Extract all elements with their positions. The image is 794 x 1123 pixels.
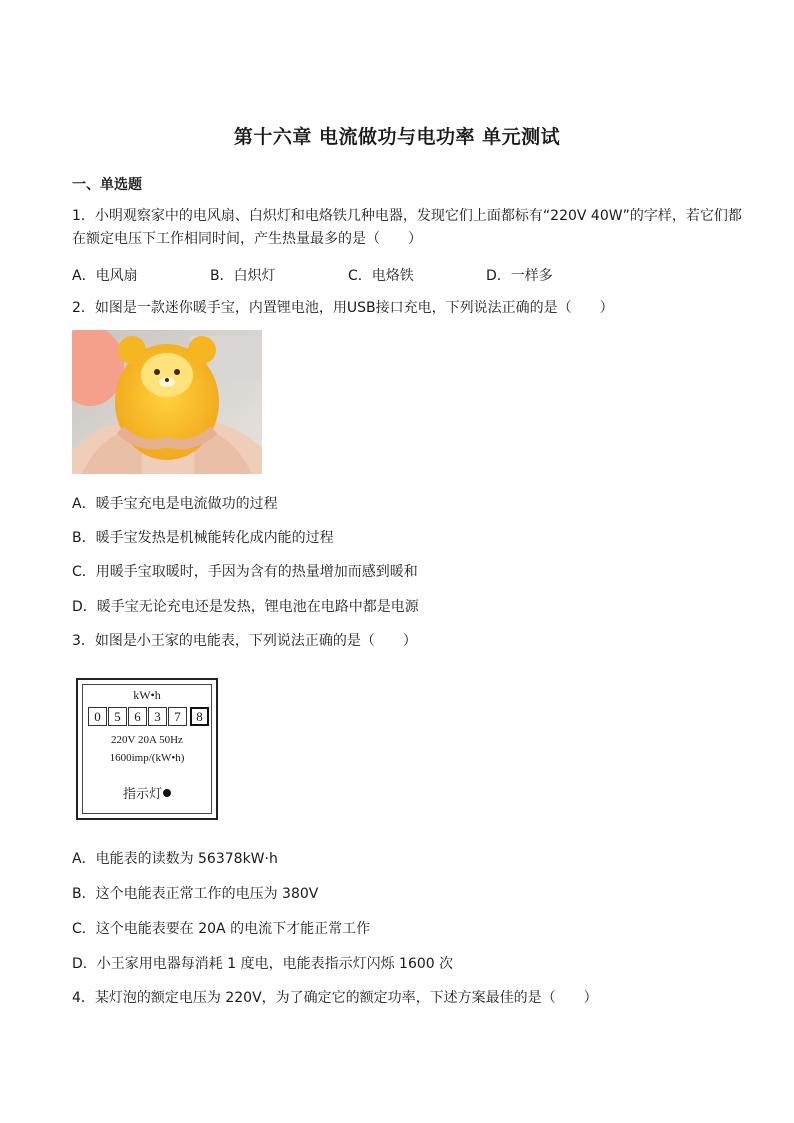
- q3-option-c: C．这个电能表要在 20A 的电流下才能正常工作: [72, 921, 371, 937]
- meter-digit: 3: [148, 707, 167, 726]
- q1-option-b: B．白炽灯: [210, 268, 276, 284]
- q1-option-c: C．电烙铁: [348, 268, 414, 284]
- q1-option-a: A．电风扇: [72, 268, 138, 284]
- meter-indicator-label: 指示灯: [122, 787, 162, 802]
- q3-option-a: A．电能表的读数为 56378kW·h: [72, 851, 278, 867]
- section-heading: 一、单选题: [72, 177, 142, 193]
- indicator-light-icon: [163, 789, 171, 797]
- q1-stem-line1: 1．小明观察家中的电风扇、白炽灯和电烙铁几种电器，发现它们上面都标有“220V 40W”的字样，若它们都: [72, 208, 742, 224]
- meter-digit: 6: [128, 707, 147, 726]
- q2-option-b: B．暖手宝发热是机械能转化成内能的过程: [72, 530, 334, 546]
- hand-warmer-photo: [72, 330, 262, 474]
- electric-meter-figure: [76, 678, 218, 820]
- meter-digits: [88, 707, 210, 726]
- meter-spec-rating: 220V 20A 50Hz: [111, 734, 183, 746]
- q2-option-c: C．用暖手宝取暖时，手因为含有的热量增加而感到暖和: [72, 564, 418, 580]
- meter-indicator: [83, 783, 211, 802]
- meter-decimal-digit: 8: [190, 707, 209, 726]
- q3-stem: 3．如图是小王家的电能表，下列说法正确的是（ ）: [72, 633, 417, 649]
- page-title: 第十六章 电流做功与电功率 单元测试: [233, 126, 561, 148]
- meter-panel: [82, 684, 212, 814]
- q1-option-d: D．一样多: [486, 268, 553, 284]
- q3-option-d: D．小王家用电器每消耗 1 度电，电能表指示灯闪烁 1600 次: [72, 956, 454, 972]
- q2-option-d: D．暖手宝无论充电还是发热，锂电池在电路中都是电源: [72, 599, 419, 615]
- q3-option-b: B．这个电能表正常工作的电压为 380V: [72, 886, 319, 902]
- q1-stem-line2: 在额定电压下工作相同时间，产生热量最多的是（ ）: [72, 231, 422, 247]
- meter-digit: 5: [108, 707, 127, 726]
- q2-stem: 2．如图是一款迷你暖手宝，内置锂电池，用USB接口充电，下列说法正确的是（ ）: [72, 300, 614, 316]
- meter-unit-label: kW•h: [133, 688, 161, 702]
- q4-stem: 4．某灯泡的额定电压为 220V，为了确定它的额定功率，下述方案最佳的是（ ）: [72, 990, 598, 1006]
- meter-digit: 7: [168, 707, 187, 726]
- meter-digit: 0: [88, 707, 107, 726]
- meter-spec-constant: 1600imp/(kW•h): [109, 752, 185, 764]
- q2-option-a: A．暖手宝充电是电流做功的过程: [72, 496, 278, 512]
